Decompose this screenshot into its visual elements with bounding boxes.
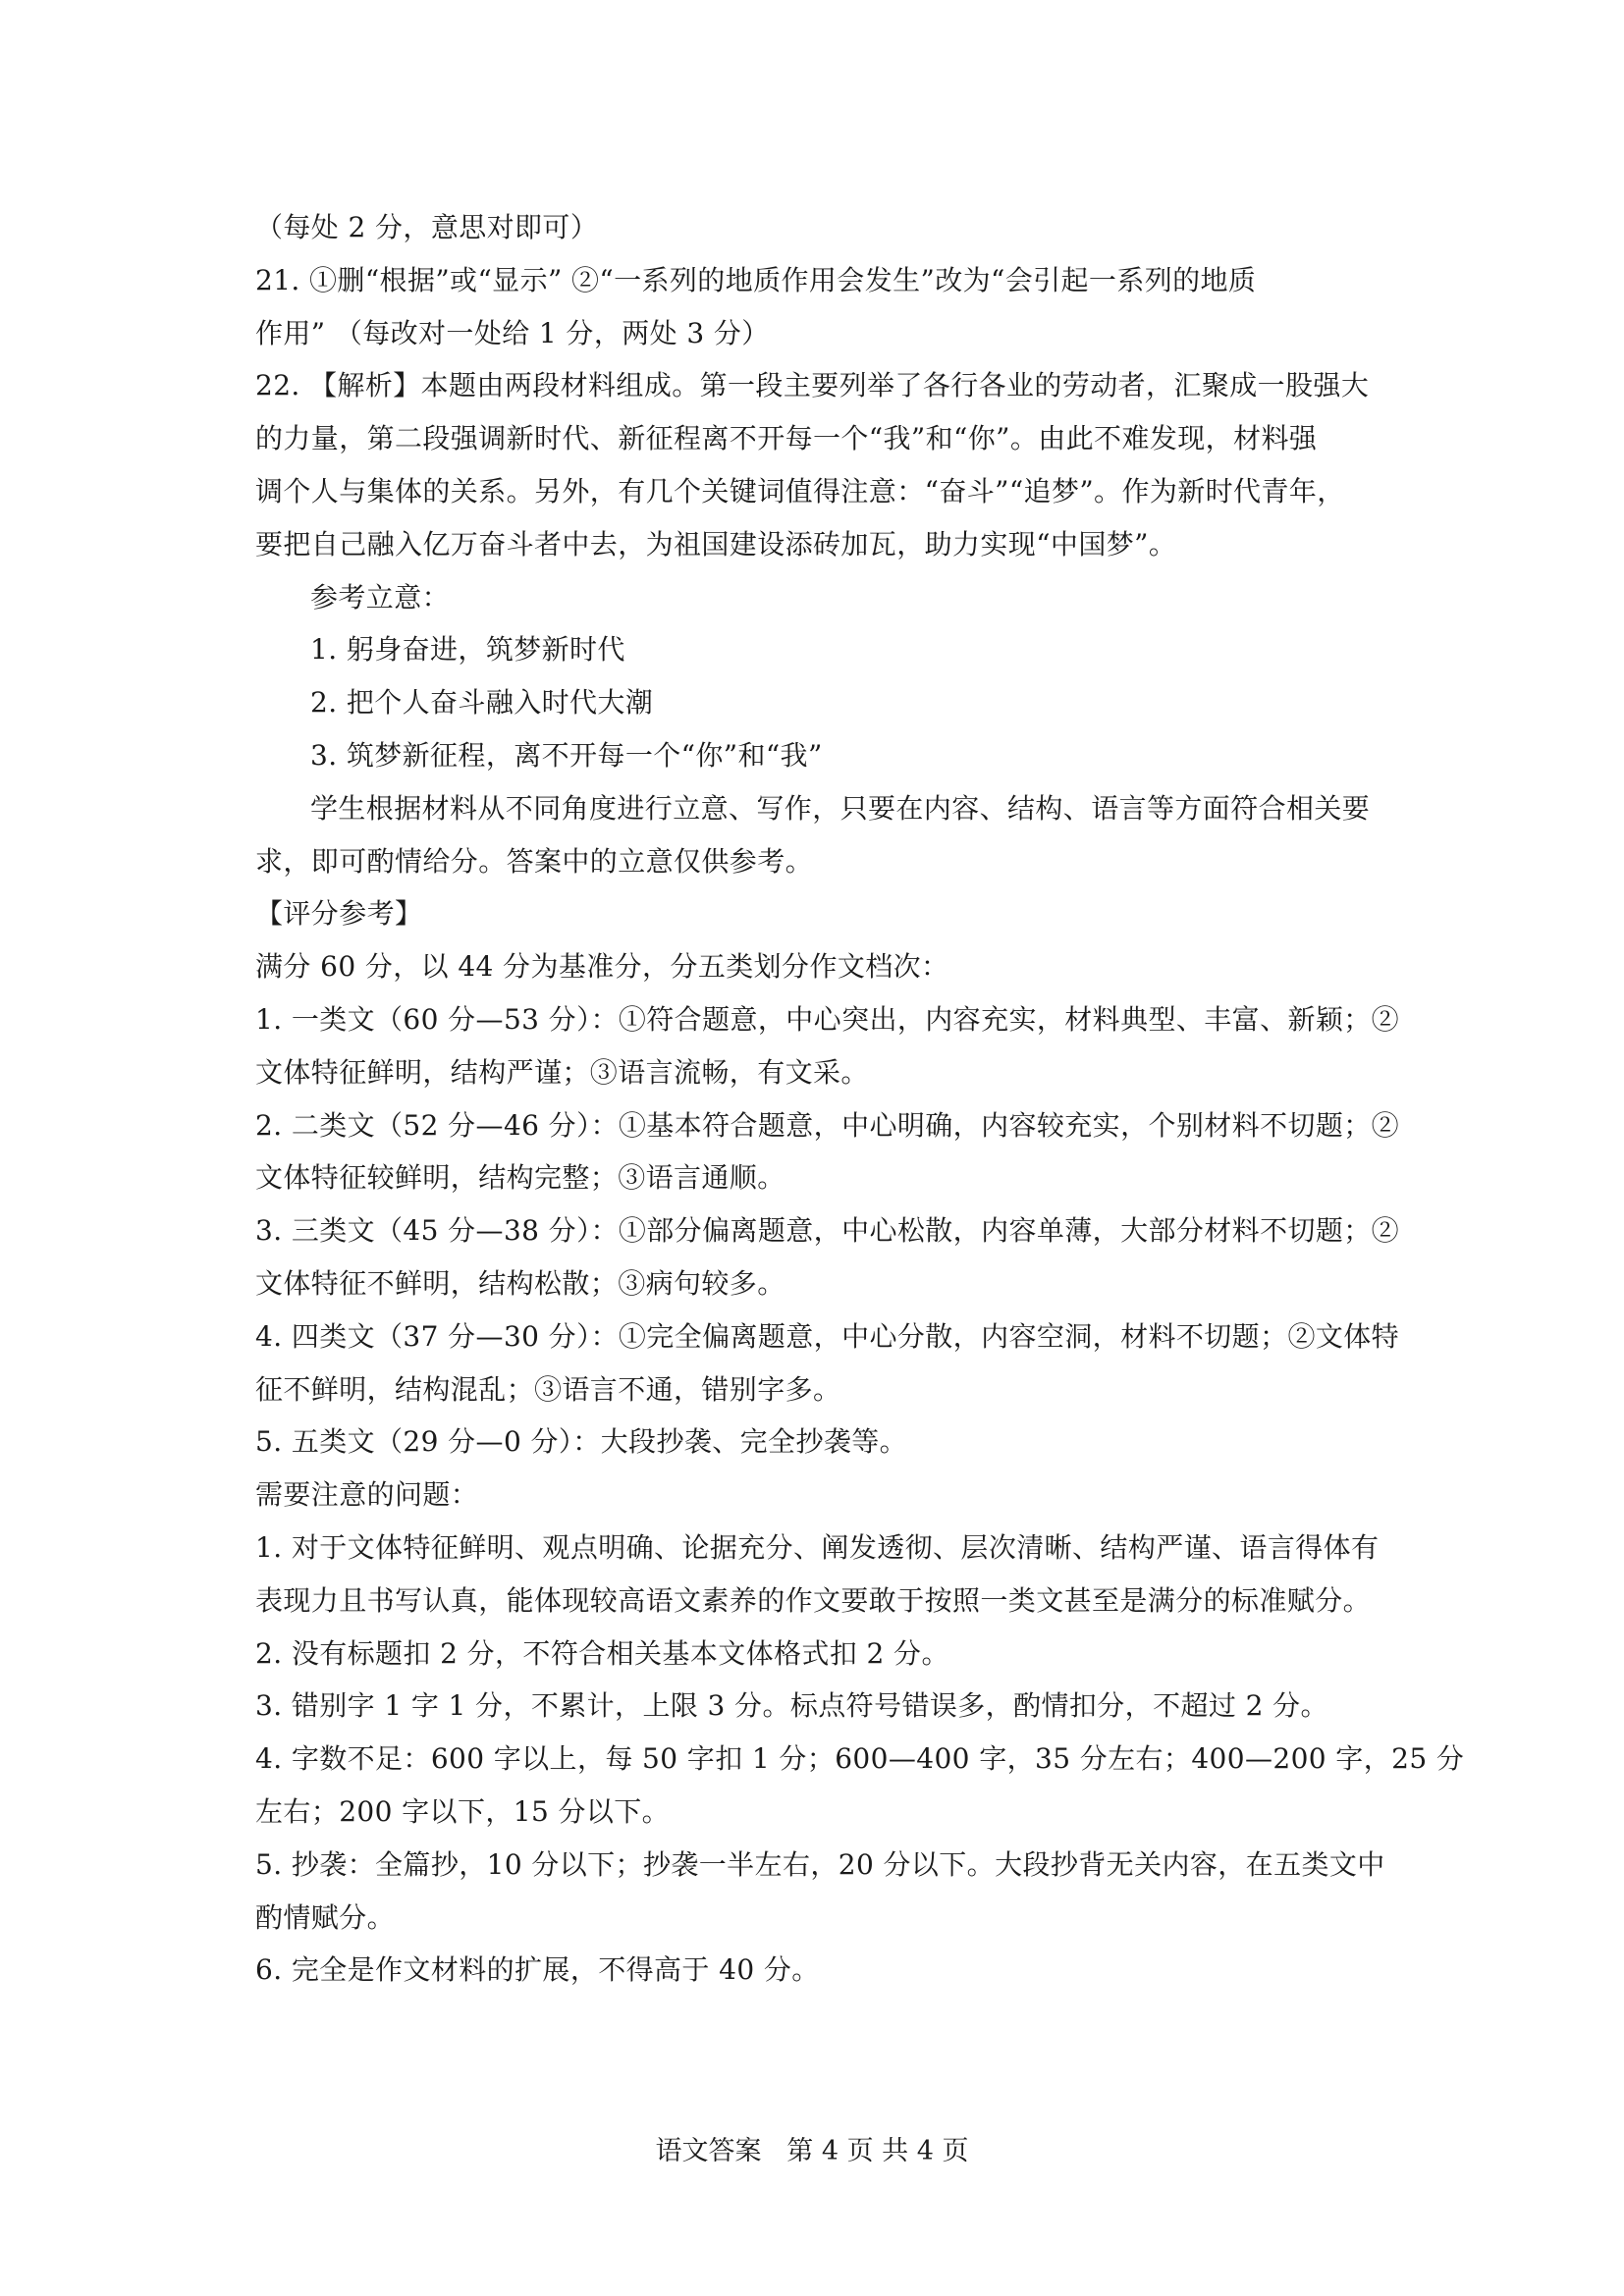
text-line: 参考立意： bbox=[310, 580, 451, 614]
text-line: 1. 一类文（60 分—53 分）：①符合题意，中心突出，内容充实，材料典型、丰富、新颖；② bbox=[255, 1002, 1400, 1036]
answer-content bbox=[255, 201, 1465, 1997]
text-line: 文体特征较鲜明，结构完整；③语言通顺。 bbox=[255, 1161, 785, 1195]
text-line: 22. 【解析】本题由两段材料组成。第一段主要列举了各行各业的劳动者，汇聚成一股强大 bbox=[255, 369, 1370, 402]
text-line: 5. 五类文（29 分—0 分）：大段抄袭、完全抄袭等。 bbox=[255, 1425, 908, 1459]
footer-subject: 语文答案 bbox=[655, 2136, 762, 2166]
text-line: 4. 四类文（37 分—30 分）：①完全偏离题意，中心分散，内容空洞，材料不切题；②文体特 bbox=[255, 1319, 1400, 1353]
text-line: 表现力且书写认真，能体现较高语文素养的作文要敢于按照一类文甚至是满分的标准赋分。 bbox=[255, 1583, 1372, 1617]
text-line: 【评分参考】 bbox=[255, 897, 423, 931]
text-line: 文体特征不鲜明，结构松散；③病句较多。 bbox=[255, 1266, 785, 1300]
text-line: 4. 字数不足：600 字以上，每 50 字扣 1 分；600—400 字，35 分左右；400—200 字，25 分 bbox=[255, 1742, 1465, 1776]
text-line: 征不鲜明，结构混乱；③语言不通，错别字多。 bbox=[255, 1372, 841, 1406]
text-line: 满分 60 分，以 44 分为基准分，分五类划分作文档次： bbox=[255, 950, 949, 984]
footer-page-number: 第 4 页 共 4 页 bbox=[786, 2136, 969, 2166]
text-line: 作用” （每改对一处给 1 分，两处 3 分） bbox=[255, 316, 770, 349]
text-line: 1. 躬身奋进，筑梦新时代 bbox=[310, 633, 625, 667]
text-line: 21. ①删“根据”或“显示” ②“一系列的地质作用会发生”改为“会引起一系列的地质 bbox=[255, 263, 1257, 296]
text-line: 的力量，第二段强调新时代、新征程离不开每一个“我”和“你”。由此不难发现，材料强 bbox=[255, 422, 1318, 455]
text-line: 2. 二类文（52 分—46 分）：①基本符合题意，中心明确，内容较充实，个别材料不切题；② bbox=[255, 1108, 1400, 1142]
text-line: 要把自己融入亿万奋斗者中去，为祖国建设添砖加瓦，助力实现“中国梦”。 bbox=[255, 527, 1177, 561]
text-line: 文体特征鲜明，结构严谨；③语言流畅，有文采。 bbox=[255, 1055, 869, 1089]
text-line: 1. 对于文体特征鲜明、观点明确、论据充分、阐发透彻、层次清晰、结构严谨、语言得体有 bbox=[255, 1530, 1380, 1564]
text-line: 调个人与集体的关系。另外，有几个关键词值得注意：“奋斗”“追梦”。作为新时代青年， bbox=[255, 474, 1345, 507]
text-line: （每处 2 分，意思对即可） bbox=[255, 211, 599, 243]
text-line: 3. 三类文（45 分—38 分）：①部分偏离题意，中心松散，内容单薄，大部分材料不切题；② bbox=[255, 1214, 1400, 1248]
text-line: 左右；200 字以下，15 分以下。 bbox=[255, 1794, 671, 1828]
text-line: 5. 抄袭：全篇抄，10 分以下；抄袭一半左右，20 分以下。大段抄背无关内容，在五类文中 bbox=[255, 1847, 1385, 1881]
text-line: 2. 没有标题扣 2 分，不符合相关基本文体格式扣 2 分。 bbox=[255, 1636, 949, 1670]
text-line: 需要注意的问题： bbox=[255, 1478, 479, 1512]
text-line: 2. 把个人奋斗融入时代大潮 bbox=[310, 686, 654, 720]
text-line: 6. 完全是作文材料的扩展，不得高于 40 分。 bbox=[255, 1953, 820, 1987]
text-line: 3. 筑梦新征程，离不开每一个“你”和“我” bbox=[310, 738, 823, 772]
page-footer bbox=[0, 2132, 1624, 2171]
text-line: 学生根据材料从不同角度进行立意、写作，只要在内容、结构、语言等方面符合相关要 bbox=[310, 791, 1371, 825]
text-line: 求，即可酌情给分。答案中的立意仅供参考。 bbox=[255, 844, 814, 878]
text-line: 酌情赋分。 bbox=[255, 1900, 396, 1934]
text-line: 3. 错别字 1 字 1 分，不累计，上限 3 分。标点符号错误多，酌情扣分，不超过 2 分。 bbox=[255, 1689, 1328, 1723]
